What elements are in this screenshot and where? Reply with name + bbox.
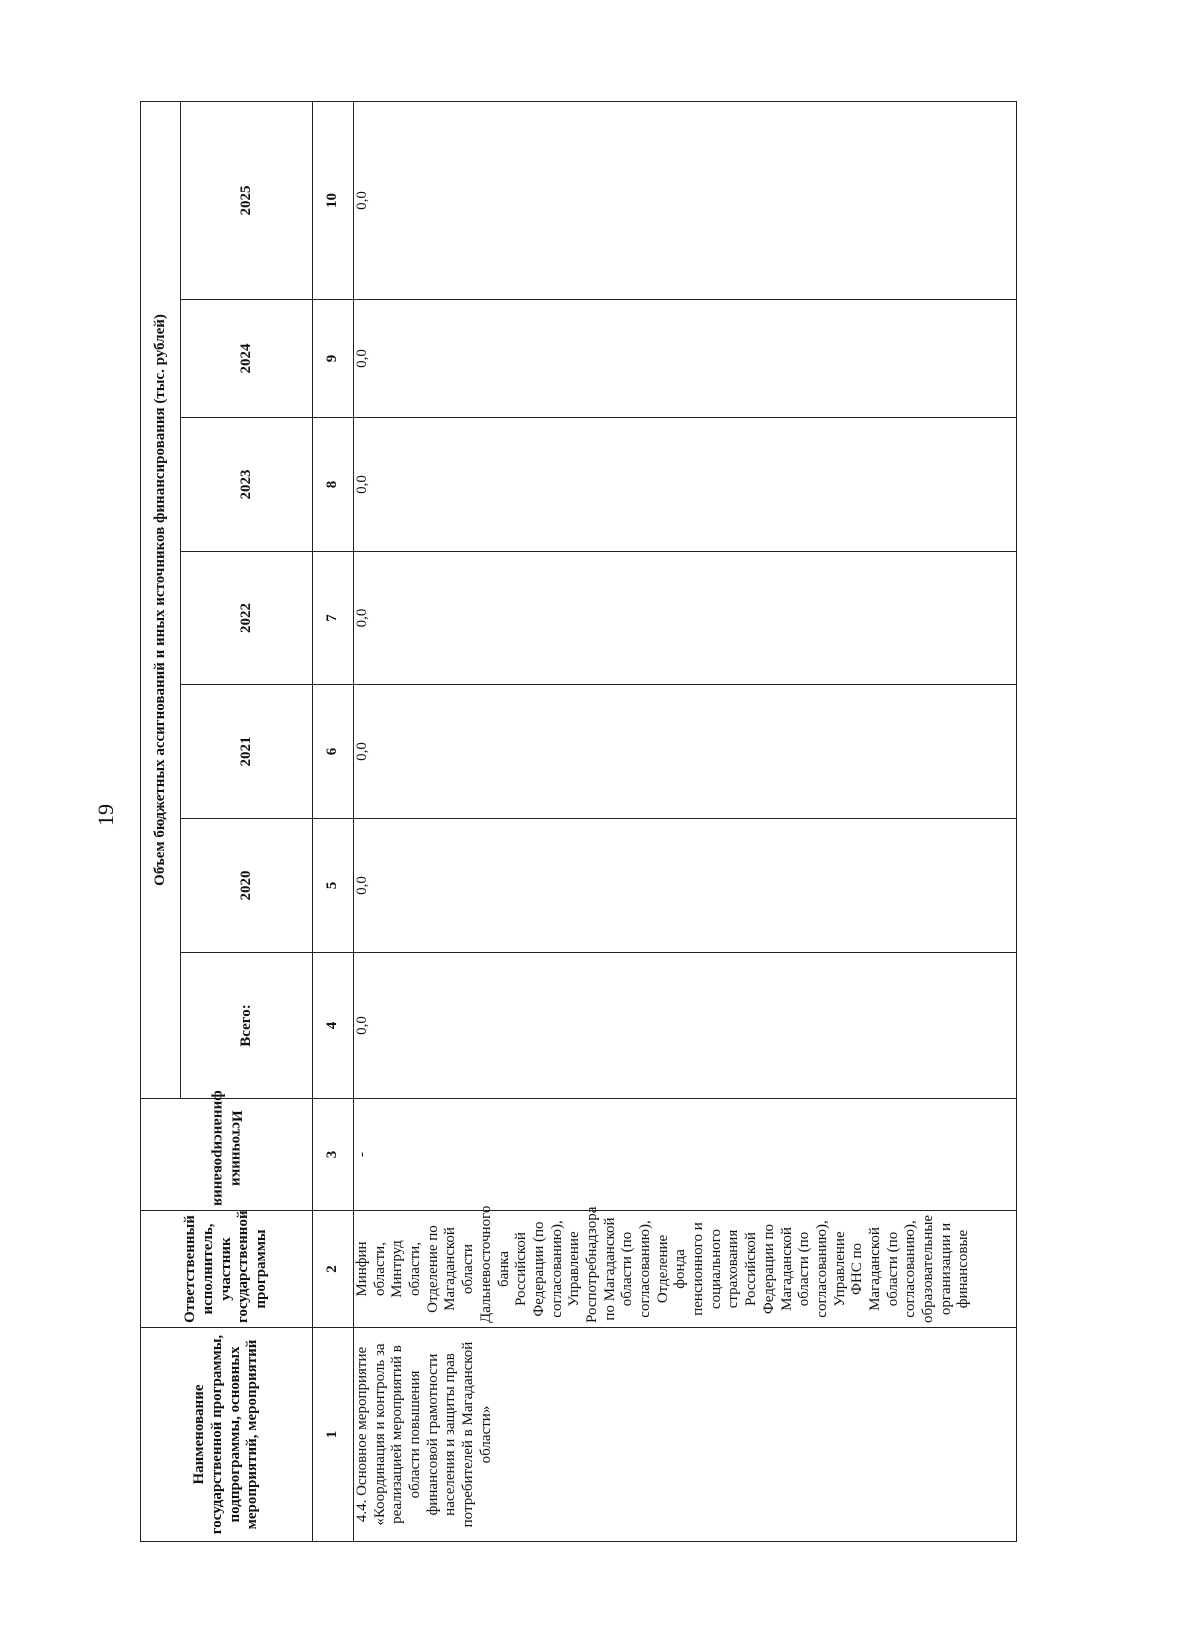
cell-2020: 0,0 xyxy=(354,819,1017,953)
header-2023: 2023 xyxy=(181,418,313,552)
col-number-5: 5 xyxy=(313,819,354,953)
header-name: Наименование государственной программы, подпрограммы, основных мероприятий, мероприятий xyxy=(141,1328,313,1542)
header-2022: 2022 xyxy=(181,552,313,685)
cell-total: 0,0 xyxy=(354,953,1017,1099)
budget-table xyxy=(140,101,1017,1542)
col-number-2: 2 xyxy=(313,1211,354,1328)
col-number-1: 1 xyxy=(313,1328,354,1542)
col-number-9: 9 xyxy=(313,300,354,418)
col-number-8: 8 xyxy=(313,418,354,552)
col-number-6: 6 xyxy=(313,685,354,819)
page-number: 19 xyxy=(93,804,118,826)
col-number-3: 3 xyxy=(313,1099,354,1211)
header-source xyxy=(141,1090,313,1211)
cell-2024: 0,0 xyxy=(354,300,1017,418)
col-number-10: 10 xyxy=(313,101,354,299)
col-number-7: 7 xyxy=(313,552,354,685)
cell-2023: 0,0 xyxy=(354,418,1017,552)
header-2020: 2020 xyxy=(181,819,313,953)
header-source-label: Источники финансирования xyxy=(210,1090,245,1206)
header-2024: 2024 xyxy=(181,300,313,418)
cell-2021: 0,0 xyxy=(354,685,1017,819)
cell-2025: 0,0 xyxy=(354,101,1017,299)
cell-name: 4.4. Основное мероприятие «Координация и контроль за реализацией мероприятий в области повышения финансовой грамотности населения и защиты прав потребителей в Магаданской области» xyxy=(354,1328,1017,1542)
table-row xyxy=(354,101,1017,1541)
header-2025: 2025 xyxy=(181,101,313,299)
header-group: Объем бюджетных ассигнований и иных источников финансирования (тыс. рублей) xyxy=(141,101,181,1098)
header-responsible: Ответственный исполнитель, участник государственной программы xyxy=(141,1211,313,1328)
header-total: Всего: xyxy=(181,953,313,1099)
header-2021: 2021 xyxy=(181,685,313,819)
cell-source: - xyxy=(354,1099,1017,1211)
table-frame xyxy=(140,102,1017,1542)
cell-2022: 0,0 xyxy=(354,552,1017,685)
cell-responsible: Минфин области, Минтруд области, Отделение по Магаданской области Дальневосточного банка Российской Федерации (по согласованию), Управление Роспотребнадзора по Магаданской области (по согласованию), Отделение фонда пенсионного и социального страхования Российской Федерации по Магаданской области (по согласованию), Управление ФНС по Магаданской области (по согласованию), образовательные организации и финансовые xyxy=(354,1211,1017,1328)
col-number-4: 4 xyxy=(313,953,354,1099)
